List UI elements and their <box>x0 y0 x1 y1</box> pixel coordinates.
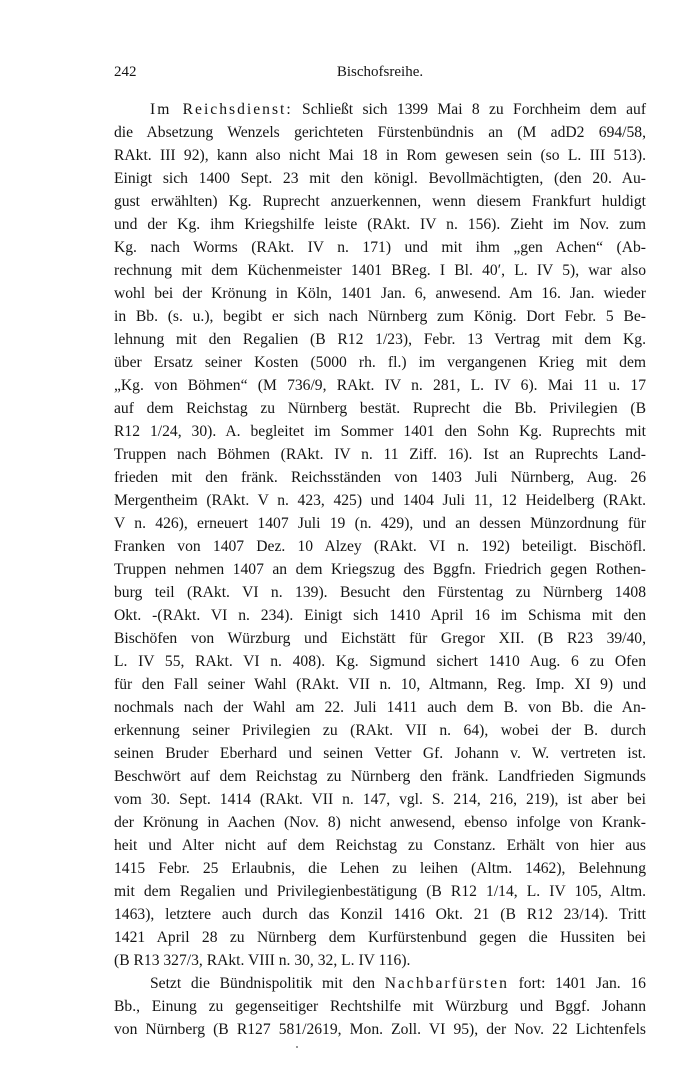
text-line: „Kg. von Böhmen“ (M 736/9, RAkt. IV n. 281, L. IV 6). Mai 11 u. 17 <box>114 377 646 394</box>
paragraph-nachbarfuersten <box>114 972 646 1041</box>
text-line: gust erwählten) Kg. Ruprecht anzuerkennen, wenn diesem Frankfurt huldigt <box>114 193 646 210</box>
text-run: fort: 1401 Jan. 16 <box>508 975 646 992</box>
text-line: rechnung mit dem Küchenmeister 1401 BReg. I Bl. 40′, L. IV 5), war also <box>114 262 646 279</box>
text-line: Franken von 1407 Dez. 10 Alzey (RAkt. VI n. 192) beteiligt. Bischöfl. <box>114 538 646 555</box>
text-line: burg teil (RAkt. VI n. 139). Besucht den Fürstentag zu Nürnberg 1408 <box>114 584 646 601</box>
section-lead: Nachbarfürsten <box>384 975 509 992</box>
text-line: RAkt. III 92), kann also nicht Mai 18 in Rom gewesen sein (so L. III 513). <box>114 147 646 164</box>
paragraph-first-line <box>114 98 646 121</box>
text-line: nochmals nach der Wahl am 22. Juli 1411 auch dem B. von Bb. die An- <box>114 699 646 716</box>
paragraph-lines <box>114 121 646 949</box>
text-line: Kg. nach Worms (RAkt. IV n. 171) und mit ihm „gen Achen“ (Ab- <box>114 239 646 256</box>
text-run: Schließt sich 1399 Mai 8 zu Forchheim dem auf <box>292 101 647 118</box>
running-head: Bischofsreihe. <box>336 64 424 80</box>
text-line: von Nürnberg (B R127 581/2619, Mon. Zoll. VI 95), der Nov. 22 Lichtenfels <box>114 1021 646 1038</box>
text-line: Beschwört auf dem Reichstag zu Nürnberg den fränk. Landfrieden Sigmunds <box>114 768 646 785</box>
text-line: wohl bei der Krönung in Köln, 1401 Jan. 6, anwesend. Am 16. Jan. wieder <box>114 285 646 302</box>
text-line: heit und Alter nicht auf dem Reichstag zu Constanz. Erhält von hier aus <box>114 837 646 854</box>
text-line: Truppen nehmen 1407 an dem Kriegszug des Bggfn. Friedrich gegen Rothen- <box>114 561 646 578</box>
text-line: lehnung mit den Regalien (B R12 1/23), Febr. 13 Vertrag mit dem Kg. <box>114 331 646 348</box>
paragraph-reichsdienst <box>114 98 646 972</box>
text-line: Einigt sich 1400 Sept. 23 mit den königl. Bevollmächtigten, (den 20. Au- <box>114 170 646 187</box>
text-line: frieden mit den fränk. Reichsständen von 1403 Juli Nürnberg, Aug. 26 <box>114 469 646 486</box>
paragraph-first-line <box>114 972 646 995</box>
text-line: 1463), letztere auch durch das Konzil 1416 Okt. 21 (B R12 23/14). Tritt <box>114 906 646 923</box>
text-line: Bb., Einung zu gegenseitiger Rechtshilfe mit Würzburg und Bggf. Johann <box>114 998 646 1015</box>
page-header <box>114 64 646 86</box>
text-line: der Krönung in Aachen (Nov. 8) nicht anwesend, ebenso infolge von Krank- <box>114 814 646 831</box>
text-line: Bischöfen von Würzburg und Eichstätt für Gregor XII. (B R23 39/40, <box>114 630 646 647</box>
section-lead: Im Reichsdienst: <box>150 101 293 118</box>
text-line: V n. 426), erneuert 1407 Juli 19 (n. 429), und an dessen Münzordnung für <box>114 515 646 532</box>
print-speck <box>296 1046 298 1048</box>
text-line: Mergentheim (RAkt. V n. 423, 425) und 1404 Juli 11, 12 Heidelberg (RAkt. <box>114 492 646 509</box>
text-line: L. IV 55, RAkt. VI n. 408). Kg. Sigmund sichert 1410 Aug. 6 zu Ofen <box>114 653 646 670</box>
text-line: erkennung seiner Privilegien zu (RAkt. VII n. 64), wobei der B. durch <box>114 722 646 739</box>
text-run: Setzt die Bündnispolitik mit den <box>150 975 385 992</box>
text-line: die Absetzung Wenzels gerichteten Fürstenbündnis an (M adD2 694/58, <box>114 124 646 141</box>
text-line: und der Kg. ihm Kriegshilfe leiste (RAkt. IV n. 156). Zieht im Nov. zum <box>114 216 646 233</box>
text-line: 1415 Febr. 25 Erlaubnis, die Lehen zu leihen (Altm. 1462), Belehnung <box>114 860 646 877</box>
text-line: Okt. -(RAkt. VI n. 234). Einigt sich 1410 April 16 im Schisma mit den <box>114 607 646 624</box>
paragraph-lines <box>114 995 646 1041</box>
body-text <box>114 98 646 1041</box>
paragraph-last-line: (B R13 327/3, RAkt. VIII n. 30, 32, L. IV 116). <box>114 952 411 969</box>
page-number: 242 <box>114 64 137 80</box>
text-line: in Bb. (s. u.), begibt er sich nach Nürnberg zum König. Dort Febr. 5 Be- <box>114 308 646 325</box>
text-line: vom 30. Sept. 1414 (RAkt. VII n. 147, vgl. S. 214, 216, 219), ist aber bei <box>114 791 646 808</box>
text-line: 1421 April 28 zu Nürnberg dem Kurfürstenbund gegen die Hussiten bei <box>114 929 646 946</box>
text-line: für den Fall seiner Wahl (RAkt. VII n. 10, Altmann, Reg. Imp. XI 9) und <box>114 676 646 693</box>
text-line: mit dem Regalien und Privilegienbestätigung (B R12 1/14, L. IV 105, Altm. <box>114 883 646 900</box>
text-line: auf dem Reichstag zu Nürnberg bestät. Ruprecht die Bb. Privilegien (B <box>114 400 646 417</box>
text-line: Truppen nach Böhmen (RAkt. IV n. 11 Ziff. 16). Ist an Ruprechts Land- <box>114 446 646 463</box>
text-line: R12 1/24, 30). A. begleitet im Sommer 1401 den Sohn Kg. Ruprechts mit <box>114 423 646 440</box>
text-line: über Ersatz seiner Kosten (5000 rh. fl.) im vergangenen Krieg mit dem <box>114 354 646 371</box>
text-line: seinen Bruder Eberhard und seinen Vetter Gf. Johann v. W. vertreten ist. <box>114 745 646 762</box>
